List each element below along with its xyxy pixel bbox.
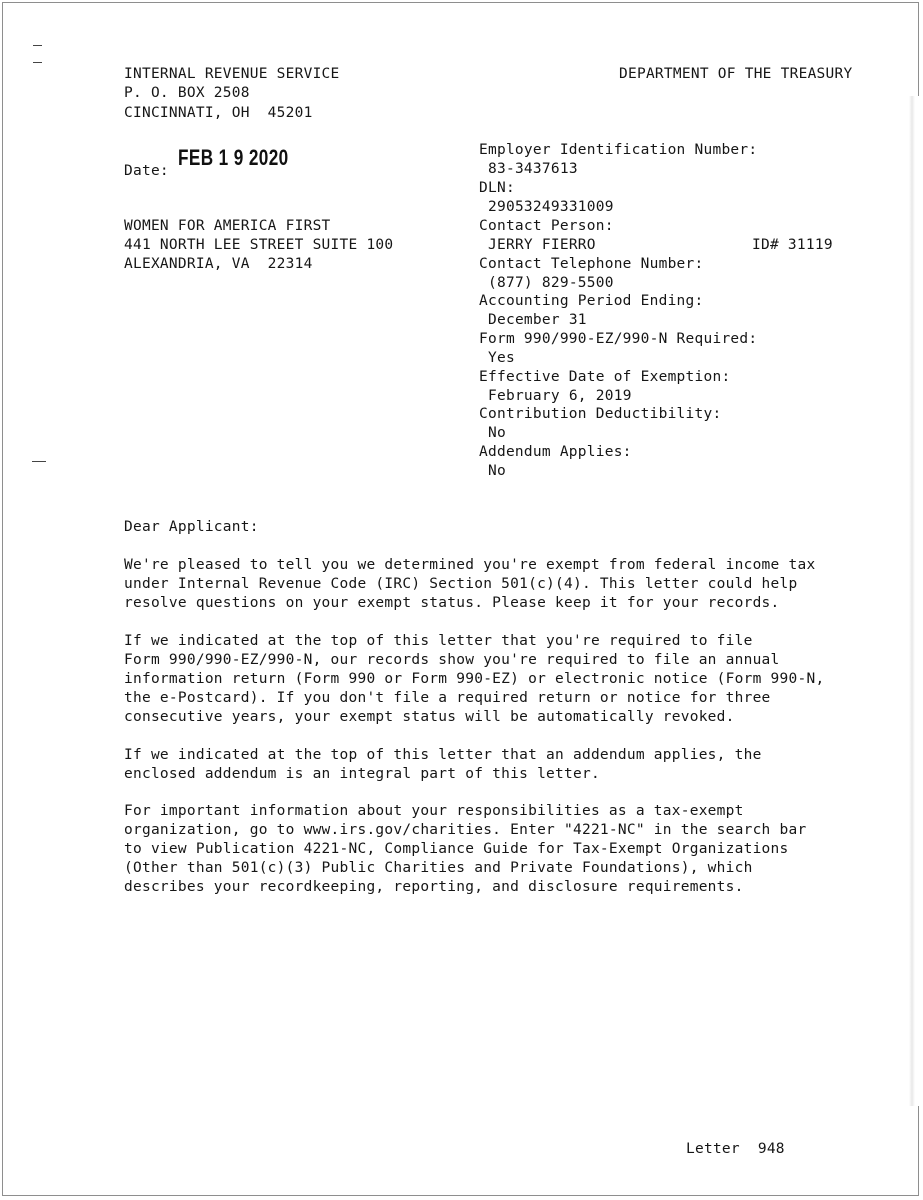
recipient-street: 441 NORTH LEE STREET SUITE 100 [124,237,394,253]
margin-mark [32,461,46,462]
paragraph-line: For important information about your responsibilities as a tax-exempt [124,803,744,819]
paragraph-line: If we indicated at the top of this letter that you're required to file [124,633,753,649]
addendum-label: Addendum Applies: [479,444,632,460]
ein-value: 83-3437613 [488,161,578,177]
paragraph-line: consecutive years, your exempt status will be automatically revoked. [124,709,735,725]
recipient-city: ALEXANDRIA, VA 22314 [124,256,313,272]
paragraph-line: information return (Form 990 or Form 990-EZ) or electronic notice (Form 990-N, [124,671,825,687]
form-required-value: Yes [488,350,515,366]
dln-label: DLN: [479,180,515,196]
sender-po-box: P. O. BOX 2508 [124,85,250,101]
addendum-value: No [488,463,506,479]
paragraph-1 [124,556,815,613]
period-value: December 31 [488,312,587,328]
paragraph-line: (Other than 501(c)(3) Public Charities and Private Foundations), which [124,860,753,876]
scan-edge-shadow [909,96,923,1106]
dln-value: 29053249331009 [488,199,614,215]
effective-date-value: February 6, 2019 [488,388,632,404]
ein-label: Employer Identification Number: [479,142,758,158]
department-header: DEPARTMENT OF THE TREASURY [619,66,853,82]
letter-number: Letter 948 [686,1141,785,1157]
sender-city: CINCINNATI, OH 45201 [124,105,313,121]
paragraph-line: If we indicated at the top of this letter that an addendum applies, the [124,747,762,763]
paragraph-line: Form 990/990-EZ/990-N, our records show you're required to file an annual [124,652,780,668]
date-stamp: FEB 1 9 2020 [178,145,289,170]
salutation: Dear Applicant: [124,519,259,535]
date-label: Date: [124,163,169,179]
phone-value: (877) 829-5500 [488,275,614,291]
margin-mark [33,45,42,46]
contact-value: JERRY FIERRO [488,237,596,253]
paragraph-line: to view Publication 4221-NC, Compliance Guide for Tax-Exempt Organizations [124,841,789,857]
paragraph-line: We're pleased to tell you we determined you're exempt from federal income tax [124,557,816,573]
paragraph-line: resolve questions on your exempt status. Please keep it for your records. [124,595,780,611]
contact-id: ID# 31119 [752,237,833,253]
paragraph-line: enclosed addendum is an integral part of this letter. [124,766,600,782]
contact-label: Contact Person: [479,218,614,234]
recipient-name: WOMEN FOR AMERICA FIRST [124,218,331,234]
paragraph-3 [124,746,762,784]
paragraph-line: organization, go to www.irs.gov/charities. Enter "4221-NC" in the search bar [124,822,807,838]
effective-date-label: Effective Date of Exemption: [479,369,731,385]
paragraph-line: describes your recordkeeping, reporting, and disclosure requirements. [124,879,744,895]
deductibility-value: No [488,425,506,441]
paragraph-line: the e-Postcard). If you don't file a required return or notice for three [124,690,771,706]
paragraph-line: under Internal Revenue Code (IRC) Section 501(c)(4). This letter could help [124,576,798,592]
form-required-label: Form 990/990-EZ/990-N Required: [479,331,758,347]
paragraph-2 [124,632,824,727]
paragraph-4 [124,802,806,897]
deductibility-label: Contribution Deductibility: [479,406,722,422]
phone-label: Contact Telephone Number: [479,256,704,272]
sender-agency: INTERNAL REVENUE SERVICE [124,66,340,82]
margin-mark [33,62,42,63]
period-label: Accounting Period Ending: [479,293,704,309]
